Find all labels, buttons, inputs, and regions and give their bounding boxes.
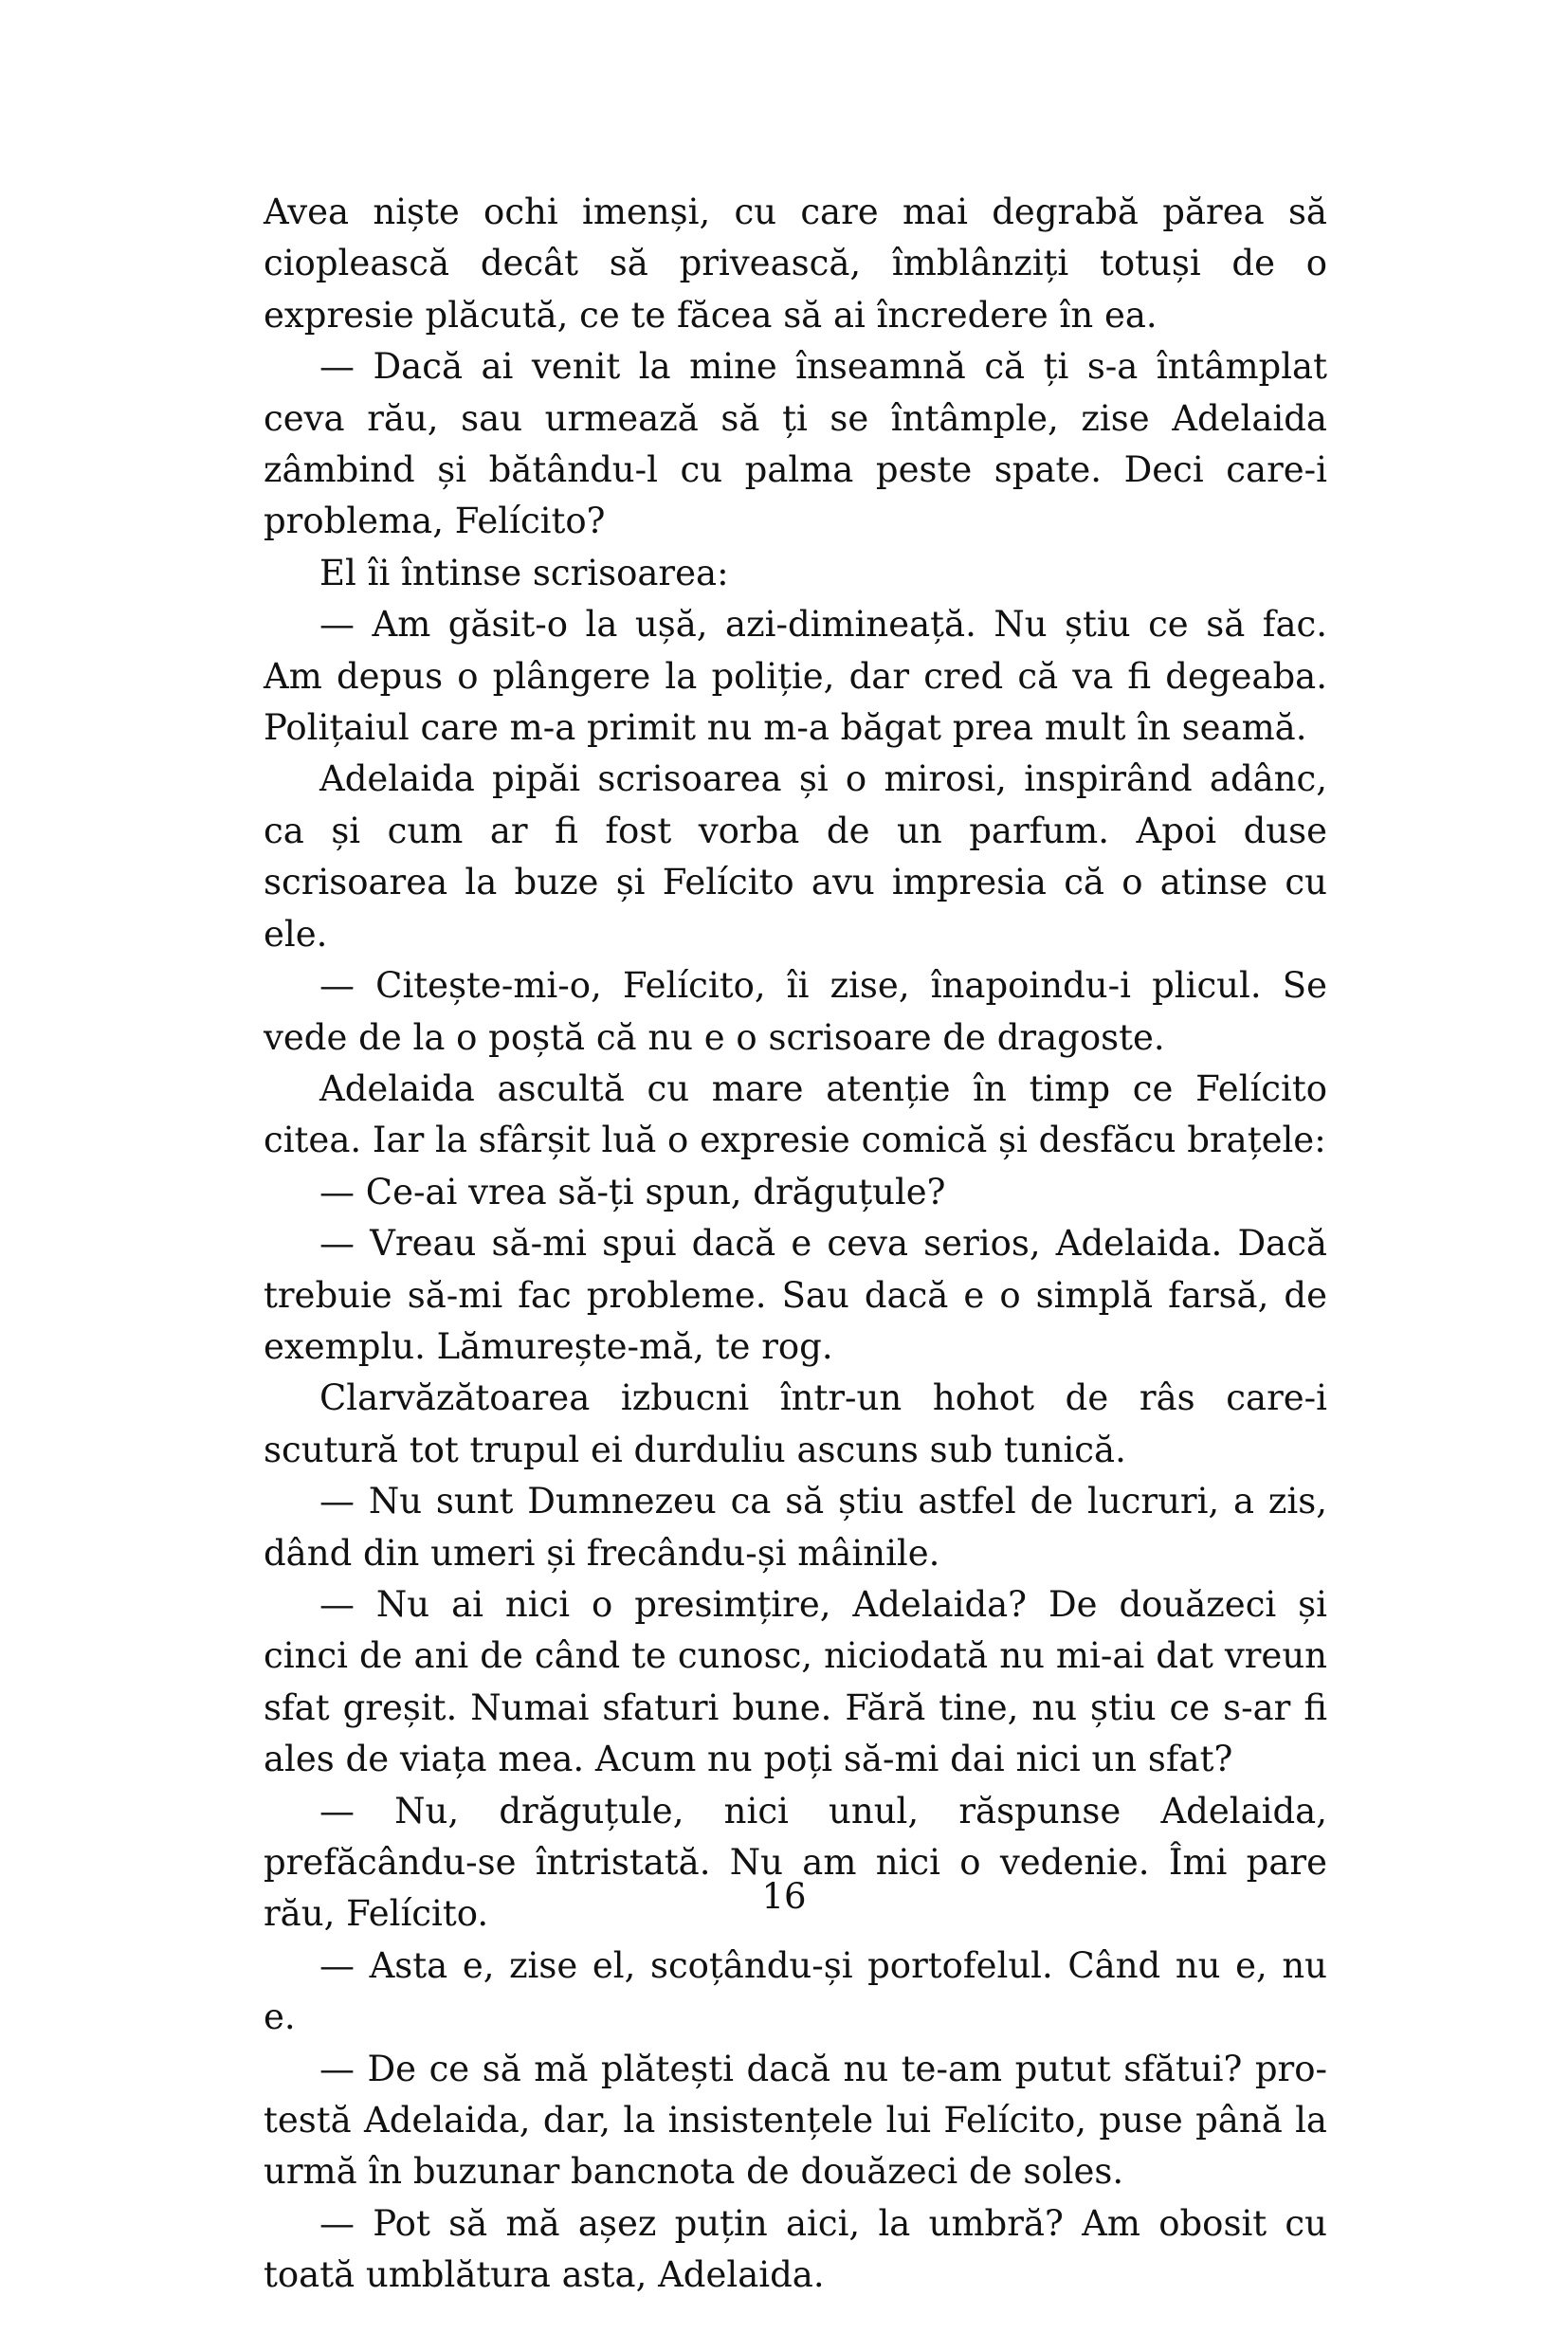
paragraph: — Asta e, zise el, scoțându-și portofelul. Când nu e, nu e. <box>264 1944 1327 2038</box>
paragraph: Clarvăzătoarea izbucni într-un hohot de râs care-i scutură tot trupul ei durduliu ascuns sub tunică. <box>264 1377 1327 1470</box>
paragraph: — Vreau să-mi spui dacă e ceva serios, Adelaida. Dacă trebuie să-mi fac probleme. Sau dacă e o simplă farsă, de exemplu. Lămurește-mă, te rog. <box>264 1223 1327 1367</box>
paragraph: Adelaida pipăi scrisoarea și o mirosi, inspirând adânc, ca și cum ar fi fost vorba de un parfum. Apoi duse scrisoarea la buze și Felícito avu impresia că o atinse cu ele. <box>264 758 1327 955</box>
paragraph: — De ce să mă plătești dacă nu te-am putut sfătui? protestă Adelaida, dar, la insistențele lui Felícito, puse până la urmă în buzunar bancnota de douăzeci de soles. <box>264 2048 1327 2193</box>
paragraph: El îi întinse scrisoarea: <box>319 552 729 593</box>
paragraph: Avea niște ochi imenși, cu care mai degrabă părea să cioplească decât să privească, îmblânziți totuși de o expresie plăcută, ce te făcea să ai încredere în ea. <box>264 191 1327 336</box>
paragraph: — Pot să mă așez puțin aici, la umbră? Am obosit cu toată umblătura asta, Adelaida. <box>264 2202 1327 2296</box>
paragraph: — Citește-mi-o, Felícito, îi zise, înapoindu-i plicul. Se vede de la o poștă că nu e o scrisoare de dragoste. <box>264 965 1327 1058</box>
body-text <box>264 187 1327 2302</box>
page-number: 16 <box>761 1876 807 1917</box>
paragraph: — Nu sunt Dumnezeu ca să știu astfel de lucruri, a zis, dând din umeri și frecându-și mâinile. <box>264 1481 1327 1574</box>
paragraph: — Nu, drăguțule, nici unul, răspunse Adelaida, prefăcându-se întristată. Nu am nici o vedenie. Îmi pare rău, Felícito. <box>264 1790 1327 1935</box>
paragraph: Adelaida ascultă cu mare atenție în timp ce Felícito citea. Iar la sfârșit luă o expresie comică și desfăcu brațele: <box>264 1067 1327 1161</box>
paragraph: — Am găsit-o la ușă, azi-dimineață. Nu știu ce să fac. Am depus o plângere la poliție, dar cred că va fi degeaba. Polițaiul care m-a primit nu m-a băgat prea mult în seamă. <box>264 604 1327 749</box>
paragraph: — Nu ai nici o presimțire, Adelaida? De douăzeci și cinci de ani de când te cunosc, niciodată nu mi-ai dat vreun sfat greșit. Numai sfaturi bune. Fără tine, nu știu ce s-ar fi ales de viața mea. Acum nu poți să-mi dai nici un sfat? <box>264 1583 1327 1780</box>
paragraph: — Ce-ai vrea să-ți spun, drăguțule? <box>319 1171 946 1212</box>
paragraph: — Dacă ai venit la mine înseamnă că ți s-a întâmplat ceva rău, sau urmează să ți se întâmple, zise Adelaida zâmbind și bătându-l cu palma peste spate. Deci care-i problema, Felícito? <box>264 346 1327 542</box>
